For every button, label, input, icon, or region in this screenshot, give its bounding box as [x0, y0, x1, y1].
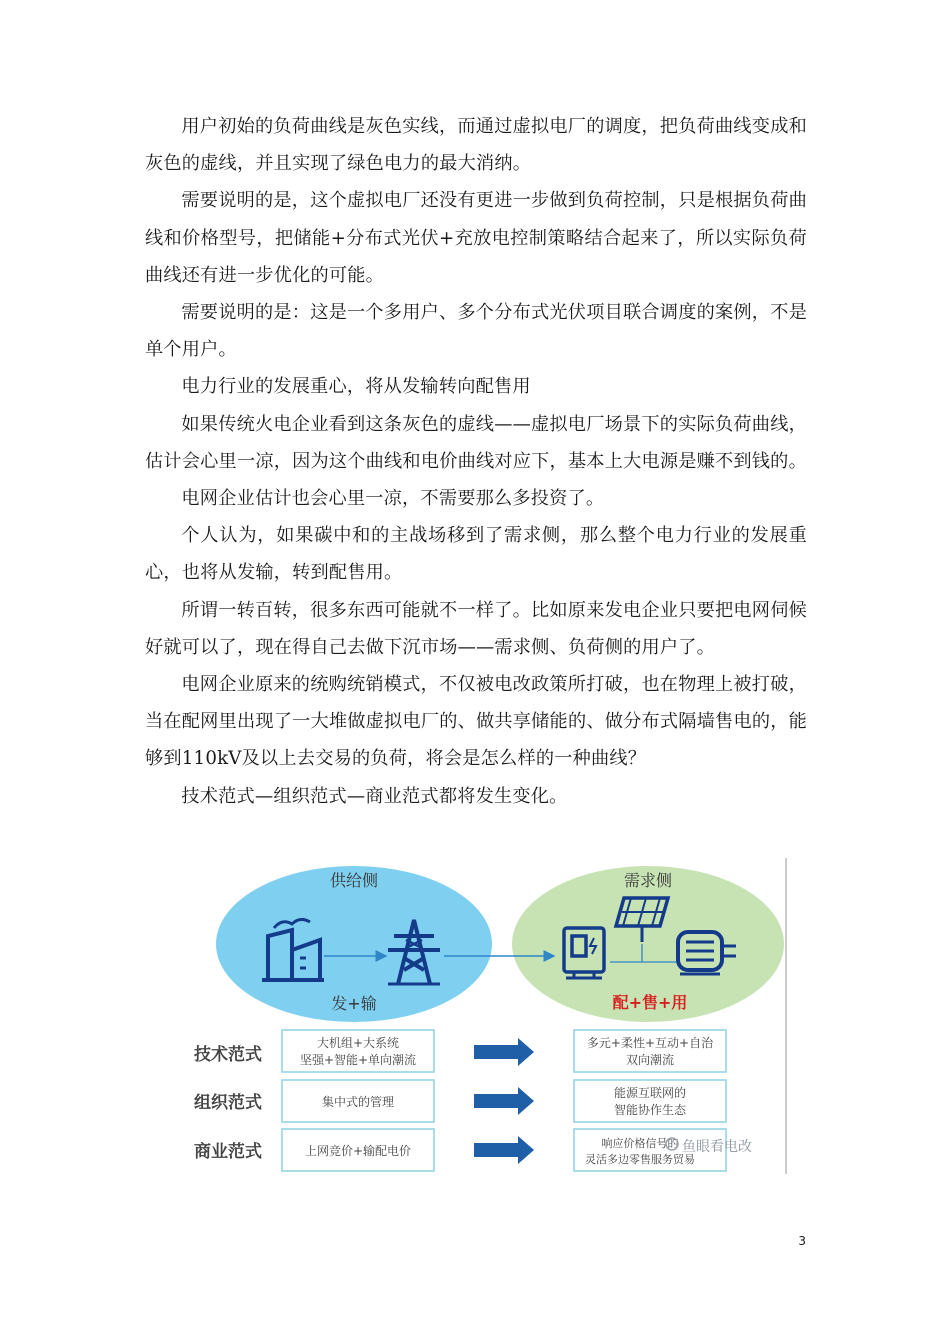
- paragraph: 电网企业估计也会心里一凉，不需要那么多投资了。: [181, 488, 605, 510]
- paragraph: 需要说明的是，这个虚拟电厂还没有更进一步做到负荷控制，只是根据负荷曲线和价格型号，把储能+分布式光伏+充放电控制策略结合起来了，所以实际负荷曲线还有进一步优化的可能。: [145, 190, 807, 286]
- body-text: [145, 108, 807, 815]
- biz-arrow: [474, 1136, 534, 1164]
- paragraph: 技术范式—组织范式—商业范式都将发生变化。: [181, 785, 568, 807]
- org-to-line-2: 智能协作生态: [613, 1103, 687, 1117]
- paragraph: 如果传统火电企业看到这条灰色的虚线——虚拟电厂场景下的实际负荷曲线，估计会心里一凉，因为这个曲线和电价曲线对应下，基本上大电源是赚不到钱的。: [145, 413, 807, 472]
- org-arrow: [474, 1087, 534, 1115]
- tech-to-line-1: 多元+柔性+互动+自治: [586, 1036, 714, 1050]
- row-label-org: 组织范式: [194, 1093, 262, 1113]
- tech-arrow: [474, 1038, 534, 1066]
- paragraph: 用户初始的负荷曲线是灰色实线，而通过虚拟电厂的调度，把负荷曲线变成和灰色的虚线，并且实现了绿色电力的最大消纳。: [145, 116, 807, 175]
- paradigm-diagram: [182, 858, 787, 1174]
- paragraph: 需要说明的是：这是一个多用户、多个分布式光伏项目联合调度的案例，不是单个用户。: [145, 302, 807, 361]
- paragraph: 个人认为，如果碳中和的主战场移到了需求侧，那么整个电力行业的发展重心，也将从发输，转到配售用。: [145, 525, 807, 584]
- demand-side-title: 需求侧: [623, 871, 673, 890]
- biz-from-line-1: 上网竞价+输配电价: [304, 1144, 412, 1158]
- row-label-tech: 技术范式: [194, 1045, 262, 1065]
- watermark: 鱼眼看电改: [682, 1139, 752, 1155]
- tech-to-line-2: 双向潮流: [625, 1053, 675, 1067]
- row-label-biz: 商业范式: [194, 1142, 262, 1162]
- section-heading: 电力行业的发展重心，将从发输转向配售用: [181, 376, 531, 398]
- page-number: 3: [798, 1234, 806, 1248]
- demand-side-label: 配+售+用: [612, 993, 688, 1012]
- tech-from-line-1: 大机组+大系统: [316, 1036, 400, 1050]
- paragraph: 电网企业原来的统购统销模式，不仅被电改政策所打破，也在物理上被打破，当在配网里出现了一大堆做虚拟电厂的、做共享储能的、做分布式隔墙售电的，能够到110kV及以上去交易的负荷，将会是怎么样的一种曲线？: [145, 674, 807, 770]
- supply-side-title: 供给侧: [329, 871, 379, 890]
- org-to-line-1: 能源互联网的: [613, 1086, 687, 1100]
- biz-to-line-2: 灵活多边零售服务贸易: [585, 1153, 695, 1166]
- supply-side-label: 发+输: [331, 994, 377, 1013]
- biz-to-line-1: 响应价格信号的: [601, 1137, 679, 1150]
- paragraph: 所谓一转百转，很多东西可能就不一样了。比如原来发电企业只要把电网伺候好就可以了，现在得自己去做下沉市场——需求侧、负荷侧的用户了。: [145, 599, 807, 658]
- org-from-line-1: 集中式的管理: [321, 1095, 395, 1109]
- tech-from-line-2: 坚强+智能+单向潮流: [299, 1053, 417, 1067]
- paradigm-shift-figure: [182, 858, 787, 1174]
